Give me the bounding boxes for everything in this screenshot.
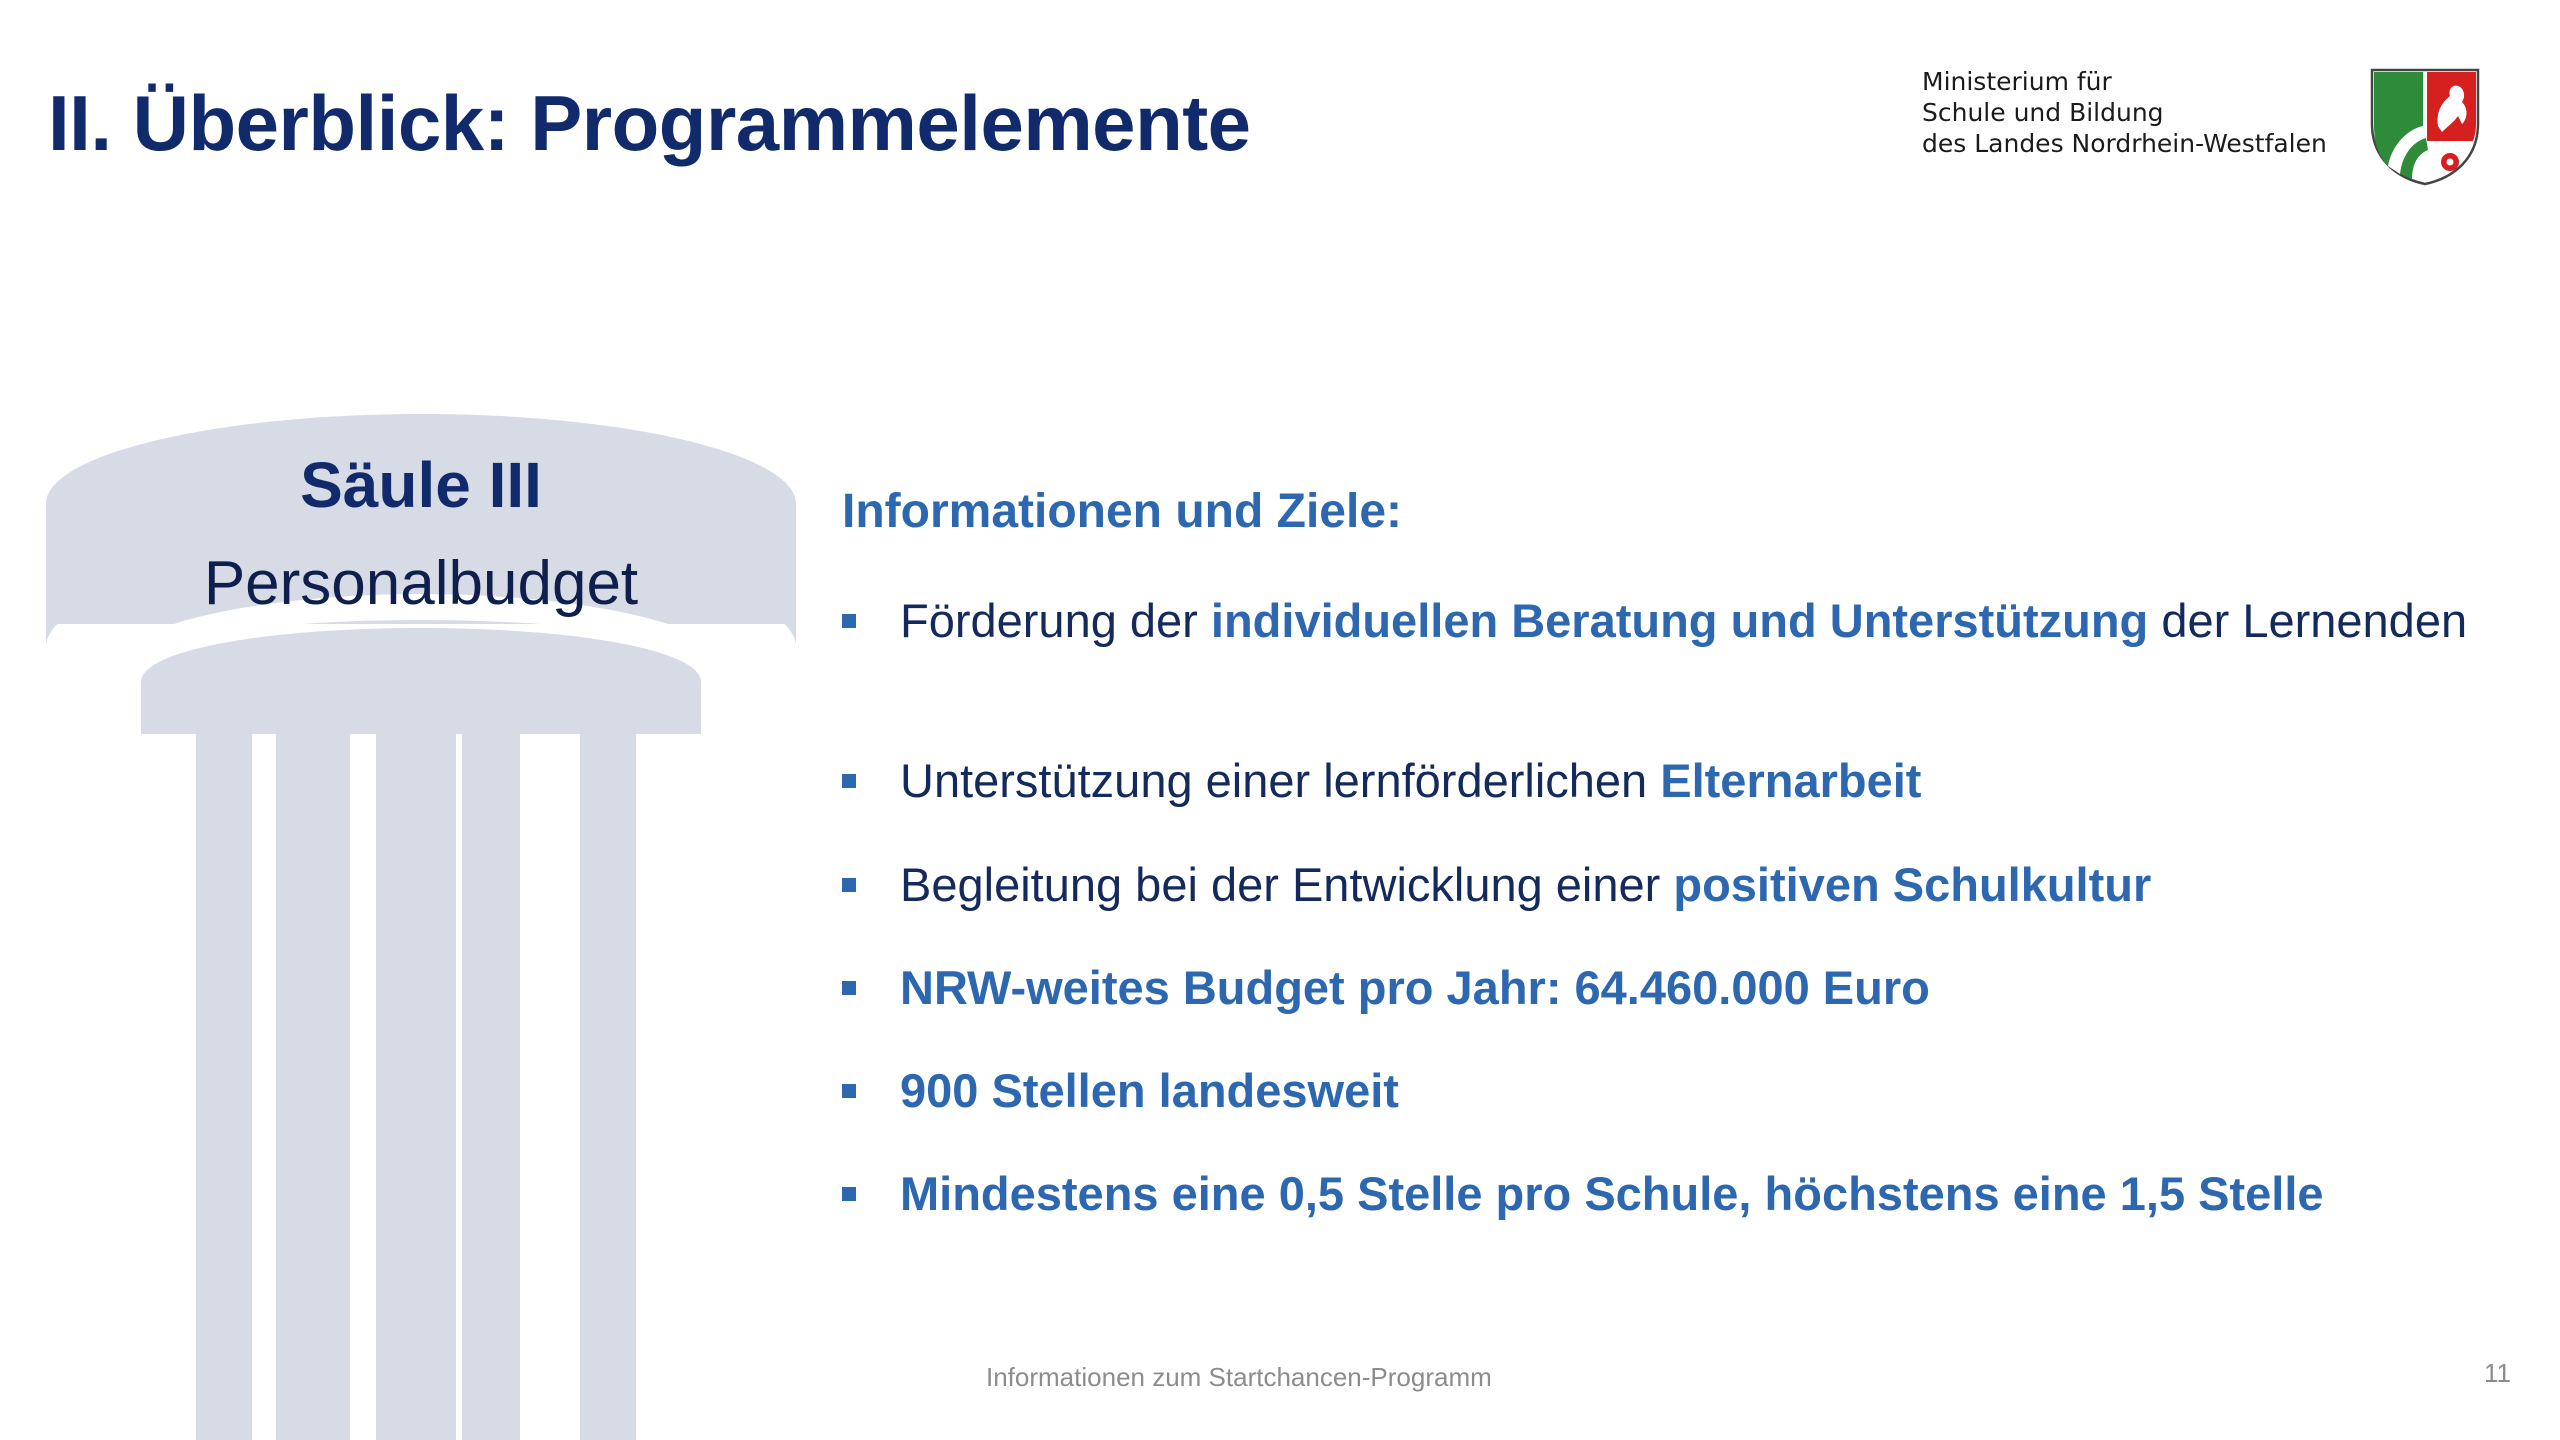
slide-title: II. Überblick: Programmelemente	[48, 79, 1251, 167]
ministry-line: des Landes Nordrhein-Westfalen	[1922, 129, 2327, 158]
page-number: 11	[2484, 1358, 2511, 1388]
bullet-item	[900, 959, 2500, 1017]
bullet-highlight: 900 Stellen landesweit	[900, 1064, 1399, 1117]
content-area	[842, 484, 2522, 1220]
bullet-highlight: NRW-weites Budget pro Jahr: 64.460.000 Euro	[900, 961, 1930, 1014]
bullet-square-icon	[842, 1187, 856, 1201]
bullet-item	[900, 856, 2500, 914]
pillar-subtitle: Personalbudget	[203, 549, 639, 618]
pillar-title: Säule III	[300, 449, 542, 521]
bullet-highlight: individuellen Beratung und Unterstützung	[1210, 594, 2149, 647]
footer-text: Informationen zum Startchancen-Programm	[986, 1362, 1492, 1392]
bullet-text-part: Unterstützung einer lernförderlichen	[900, 754, 1661, 807]
bullet-item	[900, 1165, 2500, 1223]
bullet-text-part: der Lernenden	[2148, 594, 2468, 647]
ministry-line: Schule und Bildung	[1922, 98, 2164, 127]
bullet-text	[900, 858, 2151, 911]
bullet-highlight: Mindestens eine 0,5 Stelle pro Schule, höchstens eine 1,5 Stelle	[900, 1167, 2324, 1220]
bullet-text	[900, 594, 2467, 647]
ministry-line: Ministerium für	[1922, 67, 2112, 96]
bullet-square-icon	[842, 878, 856, 892]
bullet-item	[900, 592, 2500, 650]
bullet-square-icon	[842, 1084, 856, 1098]
bullet-text	[900, 754, 1921, 807]
bullet-highlight: positiven Schulkultur	[1673, 858, 2152, 911]
bullet-text-part: Förderung der	[900, 594, 1211, 647]
bullet-highlight: Elternarbeit	[1660, 754, 1922, 807]
bullet-square-icon	[842, 981, 856, 995]
bullet-square-icon	[842, 774, 856, 788]
nrw-coat-of-arms-icon	[2366, 66, 2484, 186]
bullet-text-part: Begleitung bei der Entwicklung einer	[900, 858, 1674, 911]
bullet-item	[900, 752, 2500, 810]
ministry-name	[1922, 66, 2327, 159]
bullet-square-icon	[842, 614, 856, 628]
bullet-item	[900, 1062, 2500, 1120]
content-heading: Informationen und Ziele:	[842, 485, 1402, 538]
